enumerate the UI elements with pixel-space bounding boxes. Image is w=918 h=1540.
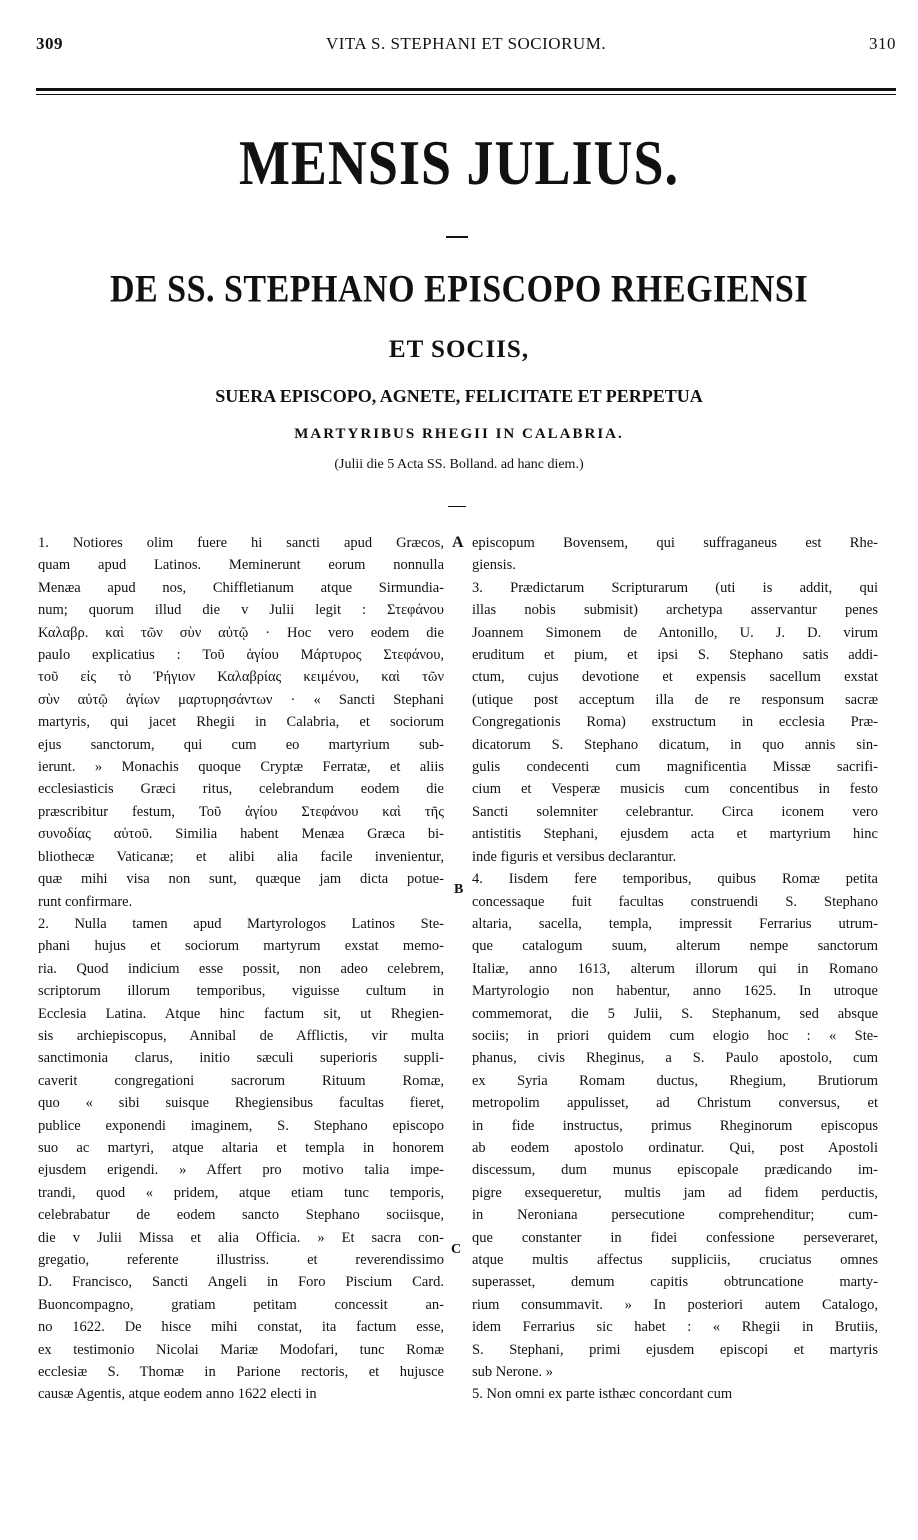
text-line: discessum, dum munus episcopale prædicando im- bbox=[472, 1162, 878, 1179]
running-head bbox=[36, 34, 896, 58]
text-line: quo « sibi suisque Rhegiensibus facultas fieret, bbox=[38, 1095, 444, 1112]
text-line: cium et Vesperæ musicis cum concentibus in festo bbox=[472, 781, 878, 798]
text-line: celebrabatur de eodem sancto Stephano sociisque, bbox=[38, 1207, 444, 1224]
text-line: ejus sanctorum, qui cum eo martyrium sub- bbox=[38, 736, 444, 753]
text-line: scriptorum illorum temporibus, viguisse cultum in bbox=[38, 983, 444, 1000]
text-line: commemorat, die 5 Julii, S. Stephanum, sed absque bbox=[472, 1005, 878, 1022]
text-line: quam apud Latinos. Meminerunt eorum nonnulla bbox=[38, 557, 444, 574]
text-line: ierunt. » Monachis quoque Cryptæ Ferratæ, et aliis bbox=[38, 759, 444, 776]
text-line: pigre exsequeretur, multis jam ad fidem perductis, bbox=[472, 1184, 878, 1201]
text-line: martyris, qui jacet Rhegii in Calabria, et sociorum bbox=[38, 714, 444, 731]
text-line: gregatio, referente illustriss. et reverendissimo bbox=[38, 1252, 444, 1268]
text-line: ria. Quod indicium esse possit, non adeo celebrem, bbox=[38, 960, 444, 977]
text-line: episcopum Bovensem, qui suffraganeus est Rhe- bbox=[472, 535, 878, 551]
text-line: in fide instructus, primus Rheginorum episcopus bbox=[472, 1117, 878, 1134]
text-line: 3. Prædictarum Scripturarum (uti is addit, qui bbox=[472, 579, 878, 596]
text-line: eruditum et pium, et ipsi S. Stephano satis addi- bbox=[472, 647, 878, 664]
margin-marker-a: A bbox=[452, 534, 464, 551]
text-line: sis archiepiscopus, Annibal de Afflictis, vir multa bbox=[38, 1027, 444, 1044]
text-line: giensis. bbox=[472, 557, 516, 574]
text-line: que catalogum suum, alterum nempe sanctorum bbox=[472, 938, 878, 955]
companions-heading: SUERA EPISCOPO, AGNETE, FELICITATE ET PERPETUA bbox=[215, 386, 703, 406]
text-line: gulis condecenti cum magnificentia Missæ sacrifi- bbox=[472, 759, 878, 776]
text-line: que constanter in fidei confessione perseveraret, bbox=[472, 1229, 878, 1246]
text-line: atque multis affectus suppliciis, cruciatus omnes bbox=[472, 1252, 878, 1268]
text-line: dicatorum S. Stephano dicatum, in quo annis sin- bbox=[472, 736, 878, 753]
text-line: Sancti solemniter celebrantur. Circa iconem vero bbox=[472, 803, 878, 820]
month-title: MENSIS JULIUS. bbox=[238, 127, 680, 198]
text-line: no 1622. De hisce mihi constat, ita factum esse, bbox=[38, 1319, 444, 1336]
text-line: ab eodem apostolo ordinatur. Qui, post Apostoli bbox=[472, 1139, 878, 1156]
text-line: quæ mihi visa non sunt, quæque jam dicta potue- bbox=[38, 871, 444, 888]
text-line: Buoncompagno, gratiam petitam concessit an- bbox=[38, 1296, 444, 1313]
text-line: ecclesiasticis Græci ritus, celebrandum eodem die bbox=[38, 781, 444, 798]
saint-heading: DE SS. STEPHANO EPISCOPO RHEGIENSI bbox=[109, 268, 809, 311]
text-line: σὺν αὐτῷ ἁγίων μαρτυρησάντων · « Sancti Stephani bbox=[38, 691, 444, 708]
text-line: illas nobis submisit) archetypa asservantur penes bbox=[472, 602, 878, 619]
text-line: sub Nerone. » bbox=[472, 1364, 553, 1381]
martyrs-heading: MARTYRIBUS RHEGII IN CALABRIA. bbox=[294, 426, 624, 442]
header-rule-thick bbox=[36, 88, 896, 91]
text-line: (utique post acceptum illa de re responsum sacræ bbox=[472, 691, 878, 708]
text-line: 5. Non omni ex parte isthæc concordant cum bbox=[472, 1386, 733, 1403]
section-divider bbox=[448, 506, 466, 507]
text-line: 4. Iisdem fere temporibus, quibus Romæ petita bbox=[472, 871, 878, 888]
right-column bbox=[472, 532, 878, 1406]
text-line: ejusdem erigendi. » Affert pro motivo talia impe- bbox=[38, 1162, 444, 1179]
text-line: S. Stephani, primi ejusdem episcopi et martyris bbox=[472, 1341, 878, 1358]
text-line: Menæa apud nos, Chiffletianum atque Sirmundia- bbox=[38, 579, 444, 596]
text-line: altaria, sacella, templa, impressit Ferrarius utrum- bbox=[472, 915, 878, 932]
page-number-right: 310 bbox=[869, 34, 896, 53]
text-line: συνοδίας αὐτοῦ. Similia habent Menæa Græca bi- bbox=[38, 826, 444, 843]
text-line: Italiæ, anno 1613, alterum illorum qui in Romano bbox=[472, 960, 878, 977]
text-line: Ecclesia Latina. Atque hinc factum sit, ut Rhegien- bbox=[38, 1005, 444, 1022]
text-line: caverit congregationi sacrorum Rituum Romæ, bbox=[38, 1072, 444, 1089]
acta-reference: (Julii die 5 Acta SS. Bolland. ad hanc diem.) bbox=[334, 457, 584, 472]
text-line: die v Julii Missa et alia Officia. » Et sacra con- bbox=[38, 1229, 444, 1246]
text-line: phanus, civis Rheginus, a S. Paulo apostolo, cum bbox=[472, 1050, 878, 1067]
text-line: bliothecæ Vaticanæ; et alibi alia facile invenientur, bbox=[38, 848, 444, 865]
text-line: D. Francisco, Sancti Angeli in Foro Piscium Card. bbox=[38, 1274, 444, 1291]
text-line: publice exponendi imaginem, S. Stephano episcopo bbox=[38, 1117, 444, 1134]
text-line: præscribitur festum, Τοῦ ἁγίου Στεφάνου καὶ τῆς bbox=[38, 803, 444, 820]
text-line: sociis; in priori quidem cum elogio hoc : « Ste- bbox=[472, 1027, 878, 1044]
text-line: idem Ferrarius sic habet : « Rhegii in Brutiis, bbox=[472, 1319, 878, 1336]
text-line: trandi, quod « pridem, atque etiam tunc temporis, bbox=[38, 1184, 444, 1201]
text-line: ex testimonio Nicolai Mariæ Modofari, tunc Romæ bbox=[38, 1341, 444, 1358]
text-line: causæ Agentis, atque eodem anno 1622 electi in bbox=[38, 1386, 317, 1403]
margin-marker-b: B bbox=[454, 882, 464, 897]
text-line: antistitis Stephani, ejusdem acta et martyrium hinc bbox=[472, 826, 878, 843]
socii-heading: ET SOCIIS, bbox=[388, 336, 530, 363]
title-divider bbox=[446, 236, 468, 238]
text-line: superasset, demum capitis obtruncatione marty- bbox=[472, 1274, 878, 1291]
text-line: 1. Notiores olim fuere hi sancti apud Græcos, bbox=[38, 535, 444, 551]
header-rule-thin bbox=[36, 94, 896, 95]
text-line: ctum, cujus devotione et expensis sacellum exstat bbox=[472, 669, 878, 686]
text-line: Congregationis Roma) exstructum in ecclesia Præ- bbox=[472, 714, 878, 731]
text-line: num; quorum illud die v Julii legit : Στεφάνου bbox=[38, 602, 444, 619]
text-line: ex Syria Romam ductus, Rhegium, Brutiorum bbox=[472, 1072, 878, 1089]
text-line: phani hujus et sociorum martyrum exstat memo- bbox=[38, 938, 444, 955]
text-line: in Neroniana persecutione comprehenditur; cum- bbox=[472, 1207, 878, 1224]
text-line: inde figuris et versibus declarantur. bbox=[472, 848, 677, 865]
text-line: runt confirmare. bbox=[38, 893, 133, 910]
text-line: suo ac martyri, atque altaria et templa in honorem bbox=[38, 1139, 444, 1156]
text-line: paulo explicatius : Τοῦ ἁγίου Μάρτυρος Στεφάνου, bbox=[38, 647, 444, 664]
text-line: Joannem Simonem de Antonillo, U. J. D. virum bbox=[472, 624, 878, 641]
text-line: τοῦ εἰς τὸ Ῥήγιον Καλαβρίας κειμένου, καὶ τῶν bbox=[38, 669, 444, 686]
text-line: ecclesiæ S. Thomæ in Parione rectoris, et hujusce bbox=[38, 1364, 444, 1381]
text-line: rium consummavit. » In posteriori autem Catalogo, bbox=[472, 1296, 878, 1313]
running-title: VITA S. STEPHANI ET SOCIORUM. bbox=[325, 34, 607, 53]
text-line: sanctimonia clarus, initio sæculi superioris suppli- bbox=[38, 1050, 444, 1067]
text-line: metropolim appulisset, ad Christum conversus, et bbox=[472, 1095, 878, 1112]
text-line: Martyrologio non habentur, anno 1625. In utroque bbox=[472, 983, 878, 1000]
text-line: 2. Nulla tamen apud Martyrologos Latinos Ste- bbox=[38, 915, 444, 932]
left-column bbox=[38, 532, 444, 1406]
text-line: Καλαβρ. καὶ τῶν σὺν αὐτῷ · Hoc vero eodem die bbox=[38, 624, 444, 641]
text-line: concessaque fuit facultas construendi S. Stephano bbox=[472, 893, 878, 910]
margin-marker-c: C bbox=[451, 1242, 462, 1257]
page-number-left: 309 bbox=[36, 34, 63, 53]
